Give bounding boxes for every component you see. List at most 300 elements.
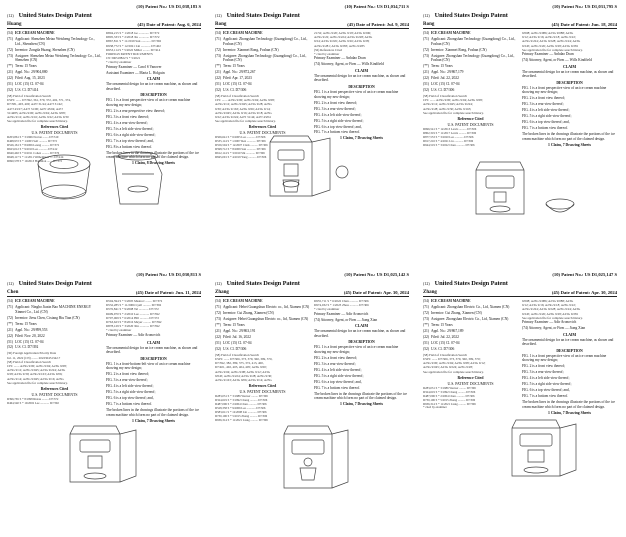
description-item: The broken lines in the drawings illustrate the portions of the ice cream machine which form no part of the claimed design. [314,391,407,401]
reference-row: D623,012 S * 9/2010 Lee ............ D7/412 [7,148,58,152]
classification-search [423,353,518,374]
text-line: D804,215 S * 1/2018 Ge ............. D7/372 [106,31,160,35]
refs-title: References Cited [248,125,277,130]
filed-date: Jul. 16, 2022 [232,334,251,339]
text-line: A23G 9/00; A23G 9/04; A23G 9/08; A23G 9/12; [423,361,486,366]
drawing-sheets-caption: 1 Claim, 7 Drawing Sheets [548,410,591,415]
text-line: See application file for complete search history. [7,380,68,385]
patent-page [212,4,412,266]
us-cl: D7/306 [443,88,455,93]
text-line: See application file for complete search history. [522,315,583,320]
inventor: Cui Zhang, Xiamen (CN) [445,310,482,315]
patent-series-title: United States Design Patent [226,12,300,19]
filed-date: Nov. 20, 2022 [24,333,45,338]
patent-page [212,272,412,534]
patent-series-title: United States Design Patent [18,280,92,287]
design-title: ICE CREAM MACHINE [431,299,471,303]
ice-cream-machine-drawing [420,412,620,482]
date-of-patent: (45) Date of Patent: Jul. 9, 2024 [347,22,409,27]
text-line: 9/24; A23G 9/245; A23G 9/26; A23G 9/28; [314,39,370,44]
text-line: A23G 9/22; A23G 9/224; A23G 9/228; A23G [314,35,373,40]
date-of-patent: (45) Date of Patent: Jun. 11, 2024 [135,290,201,295]
left-column: (54) ICE CREAM MACHINE (71) Applicant: Ningbo Jiaxin Bao MACHINE ENERGY Xinmei Co., Ltd. (CN) (72) Inventor: Jiesu Chen, Cixiang Biu Tian (CN) (**) Term: 15 Years (21) Appl. No.: 29/899,553 (22) Filed: Nov. 20, 2022 (51) LOC (15) Cl. 07-04 (52) U.S. Cl. D7/392 (30) Foreign Application Priority Data Jul. 11, 2022 (CN) ........ 202230451342.7 (58) Field of Classification Search CPC ....... A23G 9/00; A23G 9/04; A23G 9/08; A23G 9/12; A23G 9/045; A23G 9/224; A23G 9/28; A23G 9/30; A23G 9/163; A23G 9/06; A23G 9/14; A23G 9/045; A23G 9/16; A23G See application file for complete search history. References Cited U.S. PATENT DOCUMENTS D396,765 S * 8/1998 Ristau ......... D7/372 D464,540 S * 10/2002 Lee ............ D7/392 [7,299,102,423]
inventor-short: Huang [7,22,22,27]
primary-examiner: Primary Examiner — Anhdao Doan [314,56,366,61]
text-line: (56) References Cited [314,47,342,52]
description-item: FIG. 6 is a right side view thereof; [106,132,156,137]
text-line: D953,114 S * 5/2022 Miller ......... D7/414 [106,47,161,52]
drawing-sheets-caption: 1 Claim, 7 Drawing Sheets [340,402,383,407]
patent-number: (10) Patent No.: US D1,038,183 S [136,4,201,9]
text-line: 9/30; A23G 9/163; A23G 9/06; A23G 9/14; [215,106,271,111]
references-continued [314,31,409,56]
text-line: D7/392, 382, 389, 375, 372, 413, 400, [215,361,264,366]
description-item: FIG. 1 is a front perspective view of an ice cream machine showing my new design; [314,345,399,354]
text-line: D867,811 S * 11/2019 Sun ............ D7/392 [106,39,162,44]
claim-text: The ornamental design for an ice cream machine, as shown and described. [314,73,406,83]
text-line: (58) Field of Classification Search [7,359,51,364]
text-line: A47J 43/27; A47J 31/00; A47J 43/04; A47J [7,106,63,111]
description-item: FIG. 1 is a front-bottom-left view of an ice cream machine showing my new design; [106,361,191,371]
text-line: USPC ....... D7/392, 361, 379, 372, 402, 371, 374, [7,98,71,103]
claim-title: CLAIM [354,68,369,73]
text-line: D504,594 S * 5/2005 Mastrov ........ D7/372 [106,299,163,303]
appl-no: 29/867,179 [447,70,464,75]
date-of-patent: (45) Date of Patent: Aug. 6, 2024 [137,22,201,27]
design-title: ICE CREAM MACHINE [223,299,263,303]
reference-row: D203,861 S * 3/1966 Norton ........ D7/319 [7,136,59,140]
description-item: FIG. 5 is a right side view thereof; [314,118,364,123]
filed-date: Apr. 17, 2023 [232,76,252,81]
text-line: (58) Field of Classification Search [215,352,259,357]
classification-search [423,94,518,115]
reference-row: D598,712 S * 8/2009 Sun ............ D7/306 [215,148,266,152]
filed-date: Aug. 15, 2023 [24,76,45,81]
design-drawing [212,422,412,492]
patent-number: (10) Patent No.: US D1,025,147 S [552,272,617,277]
assignee: Shenzhen Meiao Weisheng Technology Co., Ltd., Shenzhen (CN) [15,53,102,63]
description-item: FIG. 2 is a front view thereof; [522,96,566,101]
patent-page [4,4,204,266]
references-continued [106,299,201,333]
claim-title: CLAIM [354,324,369,329]
design-drawing [420,154,620,224]
primary-examiner: Primary Examiner — Adir Aronovich [522,320,577,325]
reference-row: D535,114 S * 1/2007 Ren ............ D7/306 [215,140,266,144]
reference-row: D324,619 S * 3/1992 Cheng .......... D7/306 [215,399,268,403]
patent-header: (12) United States Design Patent (10) Patent No.: US D1,025,147 S Zhang (45) Date of Patent: Apr. 30, 2024 [423,272,617,295]
description-item: FIG. 1 is a front perspective view of an ice cream machine showing my new design; [314,89,399,99]
text-line: 9/245; A23G 9/26; A23G 9/28; A23G 9/281 [522,311,579,316]
ice-cream-machine-drawing [420,154,620,224]
claim-title: CLAIM [562,332,577,337]
text-line: 9/245; A23G 9/26; A23G 9/28; A23G 9/281 [522,43,579,48]
reference-row: D324,619 S * 3/1992 Cheng .......... D7/306 [423,390,476,394]
loc-cl: 07-04 [35,82,44,87]
claim-title: CLAIM [562,64,577,69]
text-line: See application file for complete search history. [423,369,484,374]
inventor-short: Rong [215,22,227,27]
refs-subtitle: U.S. PATENT DOCUMENTS [447,123,494,128]
assignee: Zhongshan Technology (Guangdong) Co., Ltd., Foshan (CN) [223,53,307,63]
reference-row: D468,972 S * 1/2003 Seif ........... D7/372 [7,140,58,144]
refs-subtitle: U.S. PATENT DOCUMENTS [447,381,494,386]
description-item: FIG. 1 is a front perspective view of an ice cream machine showing my new design; [522,353,607,363]
text-line: 9/12; A23G 9/16; A23G 9/18; A23G 9/22; [522,35,576,40]
inventor: Jiesu Chen, Cixiang Biu Tian (CN) [29,315,80,320]
reference-row: D877,553 S * 3/2020 Lee ............ D7/306 [423,135,474,139]
refs-title: References Cited [40,387,69,392]
text-line: 21/52; A23G 9/20; A23G 9/18; A23G 9/206; [314,31,372,35]
inventor: Xianmei Rong, Foshan (CN) [445,47,487,52]
reference-row: D936,314 S * 11/2021 Liang .......... D7/306 [423,402,476,406]
text-line: A23G 9/045; A23G 9/224; A23G 9/28; [423,365,473,370]
claim-text: The ornamental design for an ice cream machine, as shown and described. [314,329,406,338]
references-table [215,395,310,422]
assignee: Hebei Guangshun Electric co., ltd, Xiamen (CN) [238,316,309,321]
claim-title: CLAIM [146,340,161,345]
filed-date: Jul. 22, 2022 [440,76,459,81]
text-line: * cited by examiner [314,307,340,312]
description-item: FIG. 5 is a right side view thereof; [314,373,364,378]
applicant: Zhongshan Electric Co., Ltd, Xiamen (CN) [447,304,510,309]
assistant-examiner: (74) Attorney, Agent, or Firm — Jiang Xian [314,317,378,322]
right-column [522,31,617,148]
description-list [314,90,409,135]
inventor-short: Zhang [215,290,229,295]
design-title: ICE CREAM MACHINE [15,31,55,35]
reference-row: D612,114 S * 3/2010 Shi ............ D7/306 [215,152,265,156]
references-continued [106,31,201,65]
design-drawing [212,132,412,202]
appl-no: 29/872,267 [239,70,256,75]
description-item: FIG. 2 is a front view thereof; [314,355,358,360]
description-item: FIG. 3 is a rear view thereof; [314,361,356,366]
left-column: (54) ICE CREAM MACHINE (71) Applicant: Zhongshan Technology (Guangdong) Co., Ltd., Foshan (CN) (72) Inventor: Xianmei Rong, Foshan (CN) (73) Assignee: Zhongshan Technology (Guangdong) Co., Ltd., Foshan (CN) (**) Term: 15 Years (21) Appl. No.: 29/872,267 (22) Filed: Apr. 17, 2023 (51) LOC (15) Cl. 07-04 (52) U.S. Cl. D7/306 (58) Field of Classification Search CPC ....... A23G 9/00; A23G 9/04; A23G 9/08; A23G 9/12; A23G 9/045; A23G 9/28; A23G 9/30; A23G 9/163; A23G 9/06; A23G 9/14; A23G 9/045; A23G 9/16; A23G 9/18; A23G 9/22; A23G 9/224; A47J 31/44; A47J 43/04 See application file for complete search history. References Cited U.S. PATENT DOCUMENTS D506,641 S * 6/2005 Lee ............ D7/306 D535,114 S * 1/2007 Ren ............ D7/306 D556,504 S * 12/2007 Clark .......... D7/306 D598,712 S * 8/2009 Sun ............ D7/306 D612,114 S * 3/2010 Shi ............ D7/306 D845,091 S * 4/2019 Yang ........... D7/306 [215,31,310,160]
reference-row: D696,541 S * 12/2013 Lewis .......... D7/306 [423,128,477,132]
refs-subtitle: U.S. PATENT DOCUMENTS [31,393,78,398]
description-item: FIG. 7 is a top view thereof; and, [106,138,154,143]
design-title: ICE CREAM MACHINE [431,31,471,35]
reference-row: D648,117 S * 11/2011 Wilhelmson ..... D7/414 [7,156,64,159]
text-line: D955,711 S * 6/2022 Chan ........... D7/306 [314,299,369,303]
loc-cl: 07-04 [243,82,252,87]
drawing-sheets-caption: 1 Claim, 7 Drawing Sheets [548,142,591,147]
description-item: The broken lines in the drawings illustrate the portions of the ice cream machine which form no part of the claimed design. [106,150,199,160]
text-line: * cited by examiner [106,328,132,333]
text-line: See application file for complete search history. [522,47,583,52]
text-line: * cited by examiner [314,52,340,57]
description-item: FIG. 2 is a rear perspective view thereof; [106,108,165,113]
description-item: FIG. 6 is a top view thereof; and, [314,124,362,129]
description-item: The broken lines in the drawings illustrate the portions of the ice cream machine which form no part of the claimed design. [522,132,615,141]
text-line: 9/28; A23G 9/30; A23G 9/163; A23G 9/06; [7,372,63,377]
term: 15 Years [440,64,453,69]
reference-row: D396,765 S * 8/1998 Ristau ......... D7/372 [7,398,59,402]
text-line: * cited by examiner [106,60,132,65]
appl-no: 29/899,553 [31,327,48,332]
patent-header: (12) United States Design Patent (10) Patent No.: US D1,038,183 S Huang (45) Date of Patent: Aug. 6, 2024 [7,4,201,27]
description-item: FIG. 1 is a front perspective view of an ice cream machine showing my new design; [522,85,607,95]
text-line: CPC ....... A23G 9/00; A23G 9/04; A23G 9/08; [215,98,275,103]
date-of-patent: (45) Date of Patent: Apr. 30, 2024 [343,290,409,295]
reference-row: D640,492 S * 6/2011 Cohen .......... D7/376 [7,152,60,156]
left-column: (54) ICE CREAM MACHINE (71) Applicant: Hebei Guangshun Electric co., ltd, Xiamen (CN) (72) Inventor: Cui Zhang, Xiamen (CN) (73) Assignee: Hebei Guangshun Electric co., ltd, Xiamen (CN) (**) Term: 15 Years (21) Appl. No.: 29/863,191 (22) Filed: Jul. 16, 2022 (51) LOC (15) Cl. 07-04 (52) U.S. Cl. D7/306 (58) Field of Classification Search USPC ....... D7/306, 373, 379, 360, 399, 370, D7/392, 382, 389, 375, 372, 413, 400, D7/401, 402, 403, 404, 405; A23G 9/00; A23G 9/04; A23G 9/08; A23G 9/12; A23G 9/045; A23G 9/224; A23G 9/28; A23G 9/30; A23G 9/163; A23G 9/06; A23G 9/14; A23G References Cited U.S. PATENT DOCUMENTS D283,031 S * 3/1986 Weaver ......... D7/306 D324,619 S * 3/1992 Cheng .......... D7/306 D487,006 S * 2/2004 Chen ........... D7/306 D528,358 S * 9/2006 Lee ............ D7/306 D583,611 S * 12/2008 Lin ............ D7/306 D730,106 S * 5/2015 Zhang .......... D7/306 D936,314 S * 11/2021 Liang .......... D7/306 [215,299,310,422]
text-line: D878,129 S * 3/2020 Xin ............ D7/392 [106,324,160,329]
left-column: (54) ICE CREAM MACHINE (71) Applicant: Shenzhen Meiao Weisheng Technology Co., Ltd., Shenzhen (CN) (72) Inventor: Zongda Huang, Shenzhen (CN) (73) Assignee: Shenzhen Meiao Weisheng Technology Co., Ltd., Shenzhen (CN) (**) Term: 15 Years (21) Appl. No.: 29/904,880 (22) Filed: Aug. 15, 2023 (51) LOC (15) Cl. 07-04 (52) U.S. Cl. D7/414 (58) Field of Classification Search USPC ....... D7/392, 361, 379, 372, 402, 371, 374, D7/381, 403, 400; A47J 31/44; A47J 31/42; A47J 43/27; A47J 31/00; A47J 43/04; A47J 31/4485; A23G 9/00; A23G 9/04; A23G 9/08; A23G 9/12; A23G 9/16; A23G 9/22; A23G 9/30 See application file for complete search history. References Cited U.S. PATENT DOCUMENTS D203,861 S * 3/1966 Norton ........ D7/319 D468,972 S * 1/2003 Seif ........... D7/372 D526,161 S * 8/2006 Leung .......... D7/372 D623,012 S * 9/2010 Lee ............ D7/412 D640,492 S * 6/2011 Cohen .......... D7/376 D648,117 S * 11/2011 Wilhelmson ..... D7/414 D690,578 S * 10/2013 Hamilton ....... D7/372 [7,31,102,163]
date-of-patent: (45) Date of Patent: Jun. 18, 2024 [551,22,617,27]
references-continued [314,299,409,312]
reference-row: D730,106 S * 5/2015 Zhang .......... D7/306 [423,398,476,402]
description-item: FIG. 4 is a left side view thereof; [522,108,570,113]
design-drawing [4,144,204,214]
description-title: DESCRIPTION [348,340,375,345]
reference-row: D802,319 S * 11/2017 Lewis .......... D7/306 [423,131,477,135]
description-item: FIG. 6 is a top view thereof; and, [522,388,570,393]
reference-row: D283,031 S * 3/1986 Weaver ......... D7/306 [423,386,476,390]
us-cl: D7/306 [235,88,247,93]
loc-cl: 07-04 [35,339,44,344]
patent-series-title: United States Design Patent [434,280,508,287]
description-item: FIG. 4 is a left side view thereof; [314,367,362,372]
assignee: Zhongshan Technology (Guangdong) Co., Ltd., Foshan (CN) [431,53,515,63]
applicant: Ningbo Jiaxin Bao MACHINE ENERGY Xinmei Co., Ltd. (CN) [15,304,92,314]
text-line: See application file for complete search history. [423,110,484,115]
classification-search [215,353,310,382]
design-drawing [4,420,204,490]
references-table [423,128,518,148]
ice-cream-machine-drawing [4,144,204,214]
text-line: D805,333 S * 2/2018 Xu ............. D7/372 [106,35,160,40]
primary-examiner: Primary Examiner — Adir Aronovich [106,332,161,337]
patent-header: (12) United States Design Patent (10) Patent No.: US D1,034,711 S Rong (45) Date of Patent: Jul. 9, 2024 [215,4,409,27]
us-cl: D7/306 [443,346,455,351]
description-item: FIG. 5 is a right side view thereof; [106,390,156,395]
drawing-sheets-caption: 1 Claim, 8 Drawing Sheets [132,161,175,166]
text-line: (58) Field of Classification Search [7,94,51,99]
term: 15 Years [440,322,453,327]
assignee: Zhongshan Electric Co., Ltd, Xiamen (CN) [446,316,509,321]
reference-row: D487,006 S * 2/2004 Chen ........... D7/306 [215,403,267,407]
classification-search [7,94,102,123]
assistant-examiner: Assistant Examiner — Maria L. Holguin [106,70,165,75]
left-column: (54) ICE CREAM MACHINE (71) Applicant: Zhongshan Technology (Guangdong) Co., Ltd., Foshan (CN) (72) Inventor: Xianmei Rong, Foshan (CN) (73) Assignee: Zhongshan Technology (Guangdong) Co., Ltd., Foshan (CN) (**) Term: 15 Years (21) Appl. No.: 29/867,179 (22) Filed: Jul. 22, 2022 (51) LOC (15) Cl. 07-04 (52) U.S. Cl. D7/306 (58) Field of Classification Search CPC ....... A23G 9/00; A23G 9/04; A23G 9/08; A23G 9/12; A23G 9/045; A23G 9/224; A23G 9/28; A23G 9/30; A23G 9/163; See application file for complete search history. Reference Cited U.S. PATENT DOCUMENTS D696,541 S * 12/2013 Lewis .......... D7/306 D802,319 S * 11/2017 Lewis .......... D7/306 D877,553 S * 3/2020 Lee ............ D7/306 D917,216 S * 4/2021 Liu ............ D7/306 D944,519 S * 3/2022 Chen ........... D7/306 [423,31,518,148]
text-line: A23G 9/12; A23G 9/045; A23G 9/224; A23G [7,368,66,373]
text-line: A23G 9/28; A23G 9/30; A23G 9/163; [423,106,472,111]
reference-row: D917,216 S * 4/2021 Liu ............ D7/306 [423,139,474,143]
loc-cl: 07-04 [451,340,460,345]
term: 15 Years [232,322,245,327]
text-line: A23G 9/14; A23G 9/045; A23G 9/16; A23G [7,376,64,381]
description-item: FIG. 6 is a top view thereof; and, [522,120,570,125]
text-line: USPC ....... D7/306, 373, 379, 360, 399, 370, [215,357,273,362]
description-item: FIG. 7 is a bottom view thereof. [522,126,569,131]
text-line: A23G 9/224; A23G 9/228; A23G 9/24; A23G [522,39,581,44]
drawing-sheets-caption: 1 Claim, 7 Drawing Sheets [340,136,383,141]
text-line: D532,285 S * 11/2006 Lyall .......... D7/392 [106,303,162,308]
description-item: FIG. 7 is a bottom view thereof. [314,385,361,390]
term: 15 Years [24,64,37,69]
filed-date: Jul. 22, 2022 [440,334,459,339]
description-item: FIG. 4 is a left side view thereof; [106,384,154,389]
classification-search [7,351,102,385]
inventor: Xianmei Rong, Foshan (CN) [237,47,279,52]
description-item: FIG. 2 is a front view thereof; [314,100,358,105]
description-item: FIG. 5 is a left side view thereof; [106,126,154,131]
reference-row: D556,504 S * 12/2007 Clark .......... D7/306 [215,144,268,148]
description-title: DESCRIPTION [348,84,375,89]
description-item: FIG. 7 is a bottom view thereof. [314,130,361,135]
refs-title: Reference Cited [457,117,484,122]
patent-page [420,4,620,266]
text-line: D763,623 S * 8/2016 Meyer .......... D7/392 [106,320,162,325]
description-item: FIG. 4 is a left side view thereof; [314,112,362,117]
loc-cl: 07-04 [451,82,460,87]
right-column [522,299,617,415]
reference-row: D526,161 S * 8/2006 Leung .......... D7/372 [7,144,60,148]
description-title: DESCRIPTION [140,356,167,361]
reference-row: D936,314 S * 11/2021 Liang .......... D7/306 [215,418,268,422]
description-item: FIG. 8 is a bottom view thereof. [106,144,153,149]
reference-row: D528,358 S * 9/2006 Lee ............ D7/306 [215,407,266,410]
term: 15 Years [24,321,37,326]
patent-page [420,272,620,534]
patent-number: (10) Patent No.: US D1,034,711 S [344,4,409,9]
loc-cl: 07-04 [243,340,252,345]
patent-number: (10) Patent No.: US D1,030,813 S [136,272,201,277]
description-item: FIG. 4 is a rear view thereof; [106,120,148,125]
patent-header: (12) United States Design Patent (10) Patent No.: US D1,030,813 S Chen (45) Date of Patent: Jun. 11, 2024 [7,272,201,295]
text-line: A23G 9/12; A23G 9/045; A23G 9/224; [423,102,473,107]
claim-title: CLAIM [146,77,161,82]
ice-cream-machine-drawing [212,422,412,492]
text-line: D609,970 S * 2/2010 Lee ............ D7/392 [106,311,160,316]
design-title: ICE CREAM MACHINE [15,299,55,303]
inventor-short: Rong [423,22,435,27]
text-line: CN 306518822 S * 5/2021 [106,56,141,61]
drawing-sheets-caption: 1 Claim, 7 Drawing Sheets [132,418,175,423]
primary-examiner: Primary Examiner — Anhdao Doan [522,52,574,57]
text-line: (58) Field of Classification Search [215,94,259,99]
text-line: See application file for complete search history. [7,119,68,124]
design-drawing [420,412,620,482]
description-item: FIG. 7 is a bottom view thereof. [106,402,153,407]
refs-subtitle: U.S. PATENT DOCUMENTS [31,131,78,136]
us-cl: D7/414 [27,88,39,93]
reference-row: D845,091 S * 4/2019 Yang ........... D7/306 [215,156,267,159]
text-line: 9/045; A23G 9/224; A23G 9/28; A23G 9/30; [215,373,273,378]
description-item: FIG. 6 is a top view thereof; and, [314,379,362,384]
inventor: Zongda Huang, Shenzhen (CN) [29,47,75,52]
patent-page [4,272,204,534]
left-column: (54) ICE CREAM MACHINE (71) Applicant: Zhongshan Electric Co., Ltd, Xiamen (CN) (72) Inventor: Cui Zhang, Xiamen (CN) (73) Assignee: Zhongshan Electric Co., Ltd, Xiamen (CN) (**) Term: 15 Years (21) Appl. No.: 29/867,189 (22) Filed: Jul. 22, 2022 (51) LOC (15) Cl. 07-04 (52) U.S. Cl. D7/306 (58) Field of Classification Search USPC ....... D7/306, 373, 379, 360, 399, 370; A23G 9/00; A23G 9/04; A23G 9/08; A23G 9/12; A23G 9/045; A23G 9/224; A23G 9/28; See application file for complete search history. Reference Cited U.S. PATENT DOCUMENTS D283,031 S * 3/1986 Weaver ......... D7/306 D324,619 S * 3/1992 Cheng .......... D7/306 D487,006 S * 2/2004 Chen ........... D7/306 D730,106 S * 5/2015 Zhang .......... D7/306 D936,314 S * 11/2021 Liang .......... D7/306 * cited by examiner [423,299,518,415]
text-line: D576,841 S * 9/2008 Tal ............ D7/372 [106,307,159,312]
date-of-patent: (45) Date of Patent: Apr. 30, 2024 [551,290,617,295]
reference-row: D506,641 S * 6/2005 Lee ............ D7/306 [215,136,266,140]
text-line: Jul. 11, 2022 (CN) ........ 202230451342.7 [7,355,61,360]
description-item: FIG. 2 is a front view thereof; [522,364,566,369]
description-item: FIG. 3 is a rear view thereof; [106,378,148,383]
patent-series-title: United States Design Patent [18,12,92,19]
reference-row: D583,611 S * 12/2008 Lin ............ D7/306 [215,410,267,414]
references-continued [522,299,617,320]
ice-cream-machine-drawing [4,420,204,490]
inventor-short: Zhang [423,290,437,295]
reference-row: D944,519 S * 3/2022 Chen ........... D7/306 [423,143,475,147]
text-line: CPC ....... A23G 9/00; A23G 9/04; A23G 9/08; [7,364,67,369]
primary-examiner: Primary Examiner — Carol S Vanover [106,64,162,69]
claim-text: The ornamental design for an ice cream machine, as shown and described. [106,345,198,355]
patent-number: (10) Patent No.: US D1,025,142 S [344,272,409,277]
description-item: FIG. 4 is a left side view thereof; [522,376,570,381]
applicant: Shenzhen Meiao Weisheng Technology Co., Ltd., Shenzhen (CN) [15,36,95,46]
text-line: A23G 9/12; A23G 9/045; A23G 9/28; A23G [215,102,272,107]
text-line: (58) Field of Classification Search [423,94,467,99]
description-item: FIG. 3 is a rear view thereof; [522,370,564,375]
description-list [106,362,201,418]
references-table [7,398,102,406]
description-item: FIG. 5 is a right side view thereof; [522,382,572,387]
text-line: D707,069 S * 6/2014 Hill ........... D7/372 [106,315,159,320]
text-line: CPC ....... A23G 9/00; A23G 9/04; A23G 9/08; [423,98,483,103]
appl-no: 29/867,189 [447,328,464,333]
description-item: FIG. 1 is a front perspective view of an ice cream machine showing my new design; [106,98,191,107]
refs-title: Reference Cited [457,375,484,380]
applicant: Hebei Guangshun Electric co., ltd, Xiamen (CN) [239,304,310,309]
text-line: A23G 9/163; A23G 9/06; A23G 9/14; A23G [215,378,272,383]
us-cl: D7/306 [235,346,247,351]
text-line: D7/381, 403, 400; A47J 31/44; A47J 31/42; [7,102,63,107]
refs-subtitle: U.S. PATENT DOCUMENTS [239,131,286,136]
text-line: See application file for complete search history. [215,119,276,124]
refs-title: References Cited [40,125,69,130]
claim-text: The ornamental design for an ice cream machine, as shown and described. [522,337,614,347]
description-item: FIG. 5 is a right side view thereof; [522,114,572,119]
text-line: A23G 9/281; A23G 9/283; A23G 9/285 [314,43,365,48]
assistant-examiner: (74) Attorney, Agent, or Firm — Jiang Xian [522,326,586,330]
applicant: Zhongshan Technology (Guangdong) Co., Ltd., Foshan (CN) [431,36,516,46]
right-column [314,299,409,423]
appl-no: 29/904,880 [31,70,48,75]
patent-header: (12) United States Design Patent (10) Patent No.: US D1,025,142 S Zhang (45) Date of Patent: Apr. 30, 2024 [215,272,409,295]
right-column [106,299,201,423]
description-item: FIG. 3 is a rear view thereof; [522,102,564,107]
inventor: Cui Zhang, Xiamen (CN) [237,310,274,315]
text-line: A23G 9/12; A23G 9/16; A23G 9/22; A23G 9/30 [7,115,69,120]
text-line: 31/4485; A23G 9/00; A23G 9/04; A23G 9/08; [7,110,66,115]
description-item: FIG. 2 is a front view thereof; [106,372,150,377]
primary-examiner: Primary Examiner — Adir Aronovich [314,311,369,316]
text-line: USPC ....... D7/306, 373, 379, 360, 399, 370; [423,357,481,362]
text-line: 9/008; A23G 9/086; A23G 9/088; A23G [522,31,574,35]
us-cl: D7/392 [27,345,39,350]
description-item: FIG. 6 is a top view thereof; and, [106,396,154,401]
text-line: (58) Field of Classification Search [423,352,467,357]
design-title: ICE CREAM MACHINE [223,31,263,35]
references-continued [522,31,617,52]
assistant-examiner: (74) Attorney, Agent, or Firm — Wills Kindfield [314,62,384,67]
text-line: D7/401, 402, 403, 404, 405; A23G 9/00; [215,365,267,370]
refs-title: References Cited [248,384,277,389]
description-item: FIG. 7 is a bottom view thereof. [522,394,569,399]
text-line: D938,772 S * 12/2021 Lin ............ D7/402 [106,43,161,48]
patent-header: (12) United States Design Patent (10) Patent No.: US D1,031,795 S Rong (45) Date of Patent: Jun. 18, 2024 [423,4,617,27]
reference-row: D730,106 S * 5/2015 Zhang .......... D7/306 [215,414,268,418]
applicant: Zhongshan Technology (Guangdong) Co., Ltd., Foshan (CN) [223,36,308,46]
description-list [522,86,617,142]
description-item: FIG. 3 is a rear view thereof; [314,106,356,111]
text-line: 9/12; A23G 9/16; A23G 9/18; A23G 9/22; [522,303,576,308]
